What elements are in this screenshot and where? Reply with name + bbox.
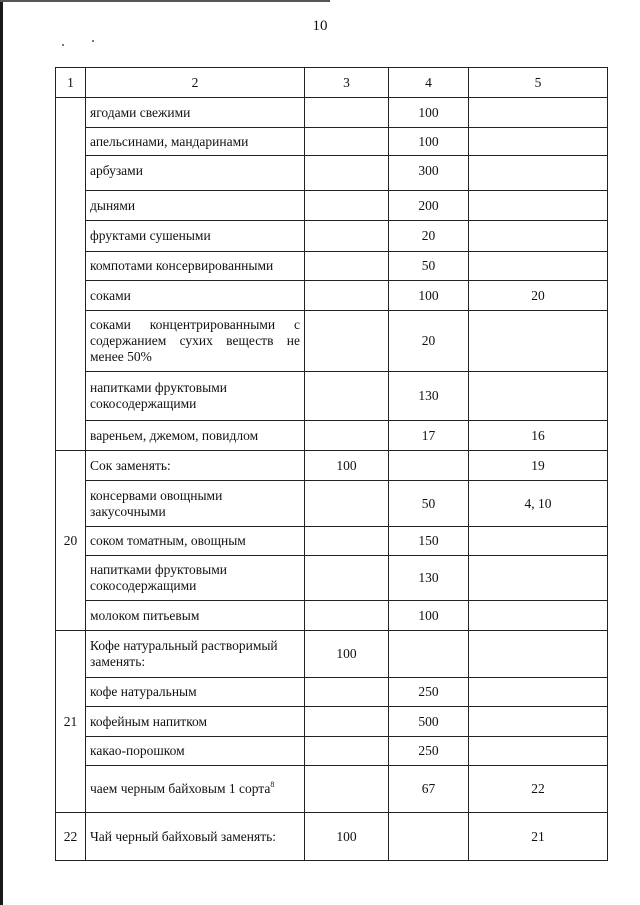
cell-col5: 19 (469, 451, 608, 481)
footnote-marker: 8 (270, 780, 275, 789)
group-number: 22 (56, 813, 86, 861)
table-row (56, 372, 608, 421)
column-header: 3 (305, 68, 389, 98)
cell-col4 (389, 451, 469, 481)
product-name: консервами овощными закусочными (86, 481, 305, 527)
table-row (56, 481, 608, 527)
product-name: вареньем, джемом, повидлом (86, 421, 305, 451)
scan-speck (62, 44, 64, 46)
table-row (56, 737, 608, 766)
cell-col4: 150 (389, 527, 469, 556)
cell-col4: 130 (389, 372, 469, 421)
cell-col4: 50 (389, 481, 469, 527)
cell-col5 (469, 707, 608, 737)
cell-col3 (305, 527, 389, 556)
cell-col5: 20 (469, 281, 608, 311)
cell-col3 (305, 281, 389, 311)
cell-col5: 16 (469, 421, 608, 451)
cell-col4: 100 (389, 98, 469, 128)
cell-col5 (469, 191, 608, 221)
cell-col3 (305, 311, 389, 372)
cell-col3: 100 (305, 451, 389, 481)
column-header: 2 (86, 68, 305, 98)
substitution-table (55, 67, 608, 861)
cell-col5 (469, 156, 608, 191)
product-name: напитками фруктовыми сокосодержащими (86, 556, 305, 601)
column-header: 5 (469, 68, 608, 98)
cell-col3 (305, 98, 389, 128)
product-name: напитками фруктовыми сокосодержащими (86, 372, 305, 421)
cell-col4: 20 (389, 311, 469, 372)
cell-col5 (469, 98, 608, 128)
cell-col4: 250 (389, 678, 469, 707)
cell-col4: 50 (389, 252, 469, 281)
column-header: 4 (389, 68, 469, 98)
table-row (56, 252, 608, 281)
table-row (56, 451, 608, 481)
cell-col3 (305, 481, 389, 527)
product-name: соками концентрированными с содержанием сухих веществ не менее 50% (86, 311, 305, 372)
cell-col3 (305, 678, 389, 707)
product-name: фруктами сушеными (86, 221, 305, 252)
product-name: дынями (86, 191, 305, 221)
product-name (86, 766, 305, 813)
product-name: арбузами (86, 156, 305, 191)
table-row (56, 191, 608, 221)
cell-col4: 17 (389, 421, 469, 451)
table-row (56, 421, 608, 451)
cell-col4: 500 (389, 707, 469, 737)
group-number (56, 98, 86, 451)
product-name: Сок заменять: (86, 451, 305, 481)
cell-col5 (469, 631, 608, 678)
scan-edge (0, 0, 3, 905)
cell-col4: 20 (389, 221, 469, 252)
table-row (56, 556, 608, 601)
cell-col4 (389, 631, 469, 678)
table-row (56, 766, 608, 813)
cell-col3 (305, 556, 389, 601)
product-name: какао-порошком (86, 737, 305, 766)
product-name: молоком питьевым (86, 601, 305, 631)
table-header-row (56, 68, 608, 98)
cell-col4 (389, 813, 469, 861)
product-name-text: чаем черным байховым 1 сорта (90, 781, 271, 796)
table-row (56, 128, 608, 156)
cell-col3 (305, 737, 389, 766)
cell-col5 (469, 372, 608, 421)
cell-col3 (305, 601, 389, 631)
cell-col3 (305, 766, 389, 813)
cell-col4: 100 (389, 128, 469, 156)
table-row (56, 631, 608, 678)
cell-col5 (469, 128, 608, 156)
cell-col5: 4, 10 (469, 481, 608, 527)
cell-col3 (305, 191, 389, 221)
cell-col5 (469, 527, 608, 556)
table-row (56, 281, 608, 311)
cell-col3 (305, 707, 389, 737)
table-row (56, 601, 608, 631)
cell-col3: 100 (305, 813, 389, 861)
cell-col3 (305, 156, 389, 191)
cell-col4: 250 (389, 737, 469, 766)
cell-col5 (469, 252, 608, 281)
product-name: соком томатным, овощным (86, 527, 305, 556)
cell-col5: 21 (469, 813, 608, 861)
table-row (56, 311, 608, 372)
cell-col4: 130 (389, 556, 469, 601)
product-name: компотами консервированными (86, 252, 305, 281)
table-row (56, 813, 608, 861)
cell-col4: 100 (389, 601, 469, 631)
table-row (56, 98, 608, 128)
scan-speck (92, 40, 94, 42)
table-row (56, 156, 608, 191)
cell-col5 (469, 556, 608, 601)
column-header: 1 (56, 68, 86, 98)
cell-col5 (469, 221, 608, 252)
cell-col5 (469, 601, 608, 631)
cell-col4: 200 (389, 191, 469, 221)
cell-col5 (469, 737, 608, 766)
cell-col4: 67 (389, 766, 469, 813)
cell-col5 (469, 311, 608, 372)
product-name: соками (86, 281, 305, 311)
cell-col3 (305, 252, 389, 281)
cell-col3 (305, 128, 389, 156)
product-name: апельсинами, мандаринами (86, 128, 305, 156)
table-row (56, 707, 608, 737)
table-row (56, 527, 608, 556)
cell-col3: 100 (305, 631, 389, 678)
page-number: 10 (312, 18, 328, 34)
product-name: Чай черный байховый заменять: (86, 813, 305, 861)
group-number: 21 (56, 631, 86, 813)
scan-edge (0, 0, 330, 2)
product-name: ягодами свежими (86, 98, 305, 128)
table-row (56, 221, 608, 252)
product-name: Кофе натуральный растворимый заменять: (86, 631, 305, 678)
group-number: 20 (56, 451, 86, 631)
cell-col5 (469, 678, 608, 707)
table-row (56, 678, 608, 707)
cell-col4: 100 (389, 281, 469, 311)
cell-col3 (305, 421, 389, 451)
cell-col3 (305, 221, 389, 252)
cell-col3 (305, 372, 389, 421)
cell-col4: 300 (389, 156, 469, 191)
product-name: кофейным напитком (86, 707, 305, 737)
cell-col5: 22 (469, 766, 608, 813)
product-name: кофе натуральным (86, 678, 305, 707)
